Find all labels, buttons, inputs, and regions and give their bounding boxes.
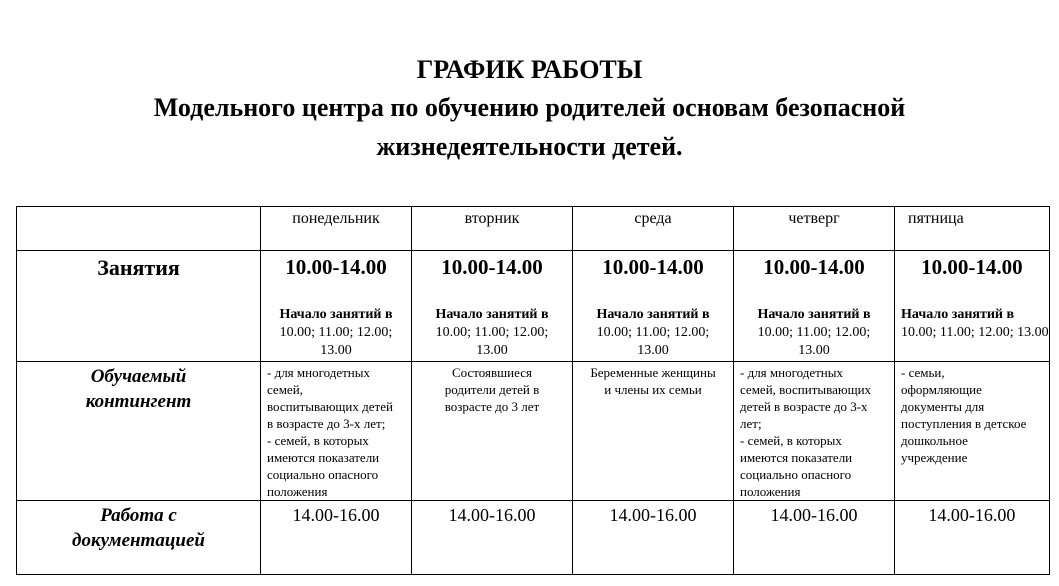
contingent-cell-fri: - семьи, оформляющие документы для поступления в детское дошкольное учреждение <box>895 362 1050 501</box>
schedule-table <box>16 206 1050 575</box>
classes-cell-mon <box>261 251 412 362</box>
contingent-cell-tue: Состоявшиеся родители детей в возрасте до 3 лет <box>412 362 573 501</box>
contingent-cell-mon: - для многодетных семей, воспитывающих детей в возрасте до 3-х лет; - семей, в которых имеются показатели социально опасного положения <box>261 362 412 501</box>
page-subtitle-line-2: жизнедеятельности детей. <box>376 132 683 161</box>
row-label-docs: Работа с документацией <box>17 501 261 575</box>
classes-time: 10.00-14.00 <box>441 255 543 279</box>
docs-cell-thu: 14.00-16.00 <box>734 501 895 575</box>
classes-start-label: Начало занятий в <box>901 307 1015 322</box>
classes-time: 10.00-14.00 <box>285 255 387 279</box>
table-header-row <box>17 207 1050 251</box>
docs-cell-fri: 14.00-16.00 <box>895 501 1050 575</box>
classes-start-label: Начало занятий в <box>596 307 710 322</box>
header-day-tue: вторник <box>412 207 573 251</box>
table-row-classes <box>17 251 1050 362</box>
header-empty-cell <box>17 207 261 251</box>
row-label-classes: Занятия <box>17 251 261 362</box>
classes-start-times: 10.00; 11.00; 12.00; 13.00 <box>901 325 1049 340</box>
classes-time: 10.00-14.00 <box>921 255 1023 279</box>
header-day-thu: четверг <box>734 207 895 251</box>
classes-start-times: 10.00; 11.00; 12.00; 13.00 <box>435 325 549 358</box>
header-day-fri: пятница <box>895 207 1050 251</box>
page-title: ГРАФИК РАБОТЫ <box>416 55 643 84</box>
row-label-contingent: Обучаемый контингент <box>17 362 261 501</box>
classes-time: 10.00-14.00 <box>763 255 865 279</box>
classes-start-label: Начало занятий в <box>757 307 871 322</box>
table-row-docs <box>17 501 1050 575</box>
classes-time: 10.00-14.00 <box>602 255 704 279</box>
docs-cell-mon: 14.00-16.00 <box>261 501 412 575</box>
classes-start-label: Начало занятий в <box>435 307 549 322</box>
classes-start-times: 10.00; 11.00; 12.00; 13.00 <box>757 325 871 358</box>
classes-cell-thu <box>734 251 895 362</box>
classes-start-times: 10.00; 11.00; 12.00; 13.00 <box>596 325 710 358</box>
contingent-cell-wed: Беременные женщины и члены их семьи <box>573 362 734 501</box>
classes-cell-fri <box>895 251 1050 362</box>
page-subtitle-line-1: Модельного центра по обучению родителей основам безопасной <box>153 93 906 122</box>
table-row-contingent <box>17 362 1050 501</box>
classes-start-label: Начало занятий в <box>279 307 393 322</box>
classes-cell-tue <box>412 251 573 362</box>
docs-cell-wed: 14.00-16.00 <box>573 501 734 575</box>
contingent-cell-thu: - для многодетных семей, воспитывающих детей в возрасте до 3-х лет; - семей, в которых имеются показатели социально опасного положения <box>734 362 895 501</box>
classes-cell-wed <box>573 251 734 362</box>
header-day-mon: понедельник <box>261 207 412 251</box>
classes-start-times: 10.00; 11.00; 12.00; 13.00 <box>279 325 393 358</box>
docs-cell-tue: 14.00-16.00 <box>412 501 573 575</box>
header-day-wed: среда <box>573 207 734 251</box>
